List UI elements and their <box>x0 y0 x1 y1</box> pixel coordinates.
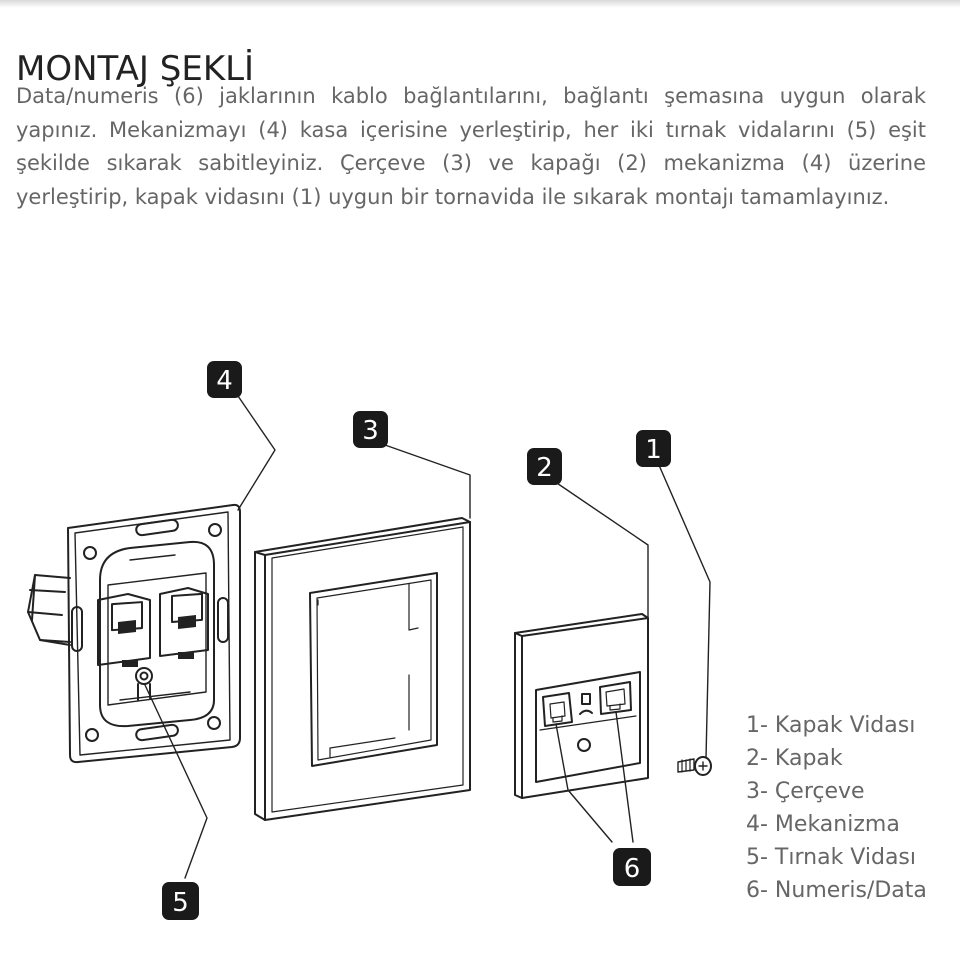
parts-legend <box>746 709 927 907</box>
leader-1 <box>655 456 710 758</box>
instructions-text: Data/numeris (6) jaklarının kablo bağlantılarını, bağlantı şemasına uygun olarak yapınız. Mekanizmayı (4) kasa içerisine yerleştirip, her iki tırnak vidalarını (5) eşit şekilde sıkarak sabitleyiniz. Çerçeve (3) ve kapağı (2) mekanizma (4) üzerine yerleştirip, kapak vidasını (1) uygun bir tornavida ile sıkarak montajı tamamlayınız. <box>16 84 926 209</box>
frame-drawing <box>255 518 470 820</box>
svg-text:3: 3 <box>362 416 379 446</box>
callout-3 <box>353 411 388 448</box>
callout-6 <box>613 848 651 886</box>
svg-text:4: 4 <box>216 366 233 396</box>
legend-item: 2- Kapak <box>746 746 843 771</box>
leader-6b <box>616 712 633 842</box>
legend-item: 6- Numeris/Data <box>746 878 927 903</box>
callout-5 <box>162 882 199 920</box>
leader-6a <box>556 724 612 842</box>
page-title: MONTAJ ŞEKLİ <box>16 48 255 89</box>
svg-text:5: 5 <box>172 888 189 918</box>
svg-text:2: 2 <box>536 453 553 483</box>
callout-1 <box>636 430 671 467</box>
callout-2 <box>527 448 562 485</box>
legend-item: 1- Kapak Vidası <box>746 713 916 738</box>
callout-4 <box>207 361 242 398</box>
leader-2 <box>548 477 648 618</box>
leader-4 <box>238 396 275 510</box>
svg-text:6: 6 <box>623 854 641 884</box>
legend-item: 5- Tırnak Vidası <box>746 845 916 870</box>
cover-drawing <box>515 614 648 798</box>
leader-5 <box>145 685 207 878</box>
mechanism-drawing <box>28 505 240 762</box>
legend-item: 3- Çerçeve <box>746 779 865 804</box>
legend-item: 4- Mekanizma <box>746 812 900 837</box>
cover-screw-drawing <box>678 757 711 775</box>
leader-3 <box>385 445 470 518</box>
svg-text:1: 1 <box>645 435 662 465</box>
